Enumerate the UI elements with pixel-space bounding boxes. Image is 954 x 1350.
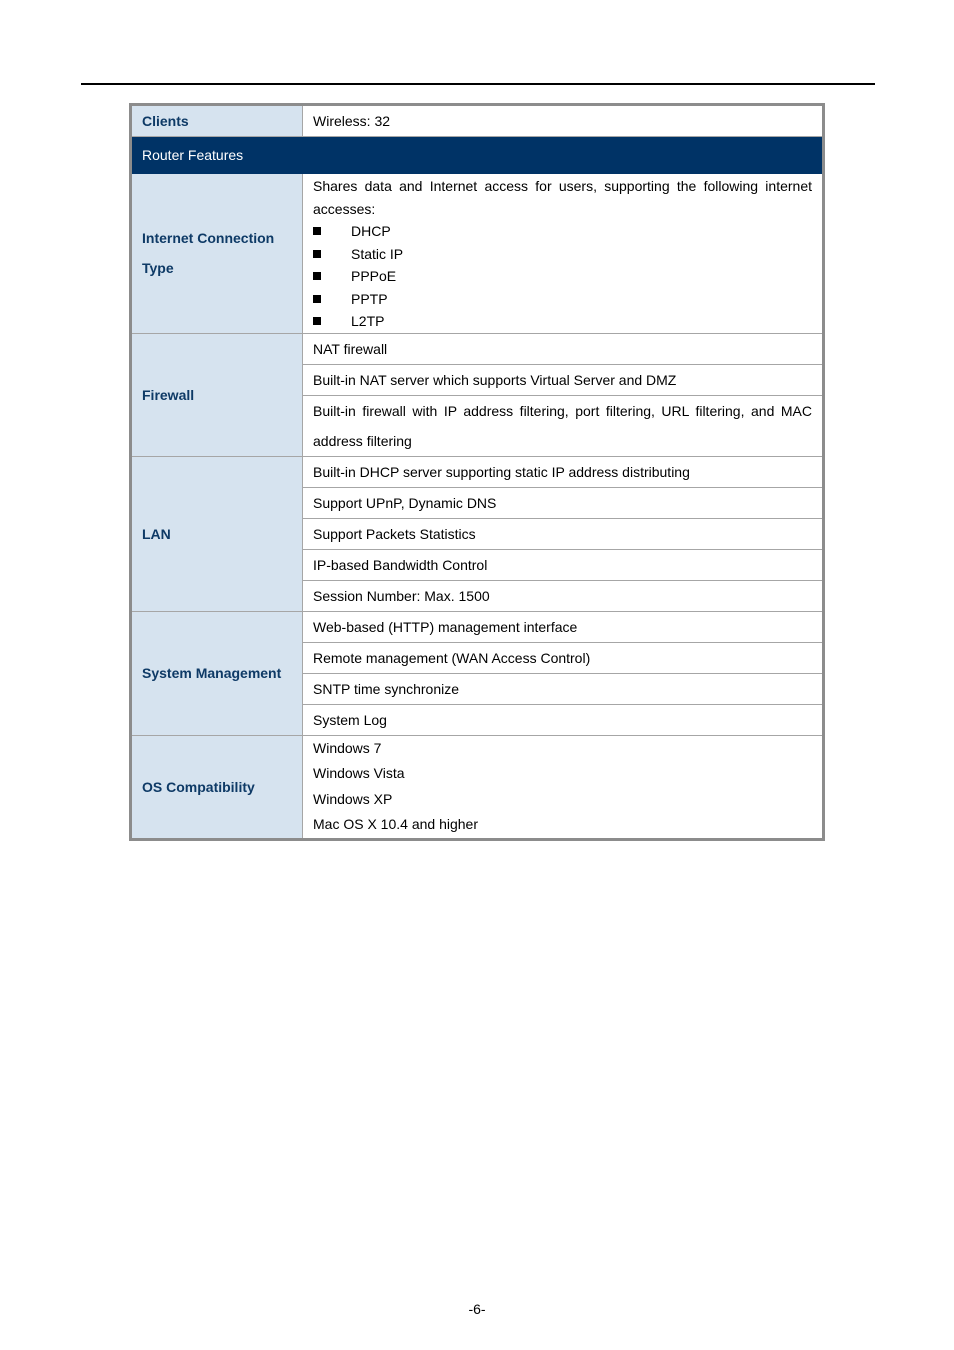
row-value-lan: Built-in DHCP server supporting static IP address distributing <box>303 456 824 487</box>
internet-intro-text: Shares data and Internet access for users, supporting the following internet accesses: <box>313 178 812 217</box>
row-value-system-management: Remote management (WAN Access Control) <box>303 642 824 673</box>
list-item: Windows XP <box>313 790 393 807</box>
specification-table <box>129 103 825 841</box>
row-value-firewall: Built-in NAT server which supports Virtual Server and DMZ <box>303 364 824 395</box>
table-row <box>131 611 824 642</box>
row-value-clients: Wireless: 32 <box>303 105 824 137</box>
list-item: Mac OS X 10.4 and higher <box>313 816 478 832</box>
bullet-square-icon <box>313 272 321 280</box>
row-label-firewall: Firewall <box>131 333 303 456</box>
row-value-lan: Support Packets Statistics <box>303 518 824 549</box>
row-label-lan: LAN <box>131 456 303 611</box>
label-line: Type <box>142 260 174 277</box>
row-value-system-management: System Log <box>303 704 824 735</box>
row-value-firewall: Built-in firewall with IP address filtering, port filtering, URL filtering, and MAC address filtering <box>303 395 824 456</box>
row-value-lan: IP-based Bandwidth Control <box>303 549 824 580</box>
row-value-system-management: SNTP time synchronize <box>303 673 824 704</box>
bullet-square-icon <box>313 250 321 258</box>
bullet-square-icon <box>313 227 321 235</box>
section-header-row <box>131 137 824 174</box>
page-number: -6- <box>468 1301 486 1317</box>
list-item-text: Static IP <box>351 245 404 262</box>
row-label-os-compatibility: OS Compatibility <box>131 735 303 839</box>
header-rule <box>81 83 875 85</box>
row-label-system-management: System Management <box>131 611 303 735</box>
row-value-lan: Session Number: Max. 1500 <box>303 580 824 611</box>
row-value-internet-connection-type <box>303 174 824 334</box>
list-item: Windows 7 <box>313 739 382 756</box>
section-title: Router Features <box>131 137 824 174</box>
table-row <box>131 735 824 839</box>
list-item <box>313 288 812 311</box>
list-item-text: PPTP <box>351 290 388 307</box>
table-row <box>131 456 824 487</box>
list-item-text: L2TP <box>351 313 385 329</box>
row-value-os-compatibility <box>303 735 824 839</box>
list-item <box>313 265 812 288</box>
table-row <box>131 333 824 364</box>
bullet-square-icon <box>313 295 321 303</box>
row-value-lan: Support UPnP, Dynamic DNS <box>303 487 824 518</box>
row-label-clients: Clients <box>131 105 303 137</box>
list-item: Windows Vista <box>313 765 405 781</box>
bullet-square-icon <box>313 317 321 325</box>
table-row <box>131 105 824 137</box>
row-value-firewall: NAT firewall <box>303 333 824 364</box>
list-item <box>313 243 812 266</box>
table-row <box>131 174 824 334</box>
list-item-text: DHCP <box>351 223 391 239</box>
list-item <box>313 220 812 243</box>
list-item-text: PPPoE <box>351 268 397 284</box>
connection-type-list <box>313 220 812 333</box>
label-line: Internet Connection <box>142 230 275 247</box>
row-value-system-management: Web-based (HTTP) management interface <box>303 611 824 642</box>
list-item <box>313 310 812 333</box>
row-label-internet-connection-type <box>131 174 303 334</box>
